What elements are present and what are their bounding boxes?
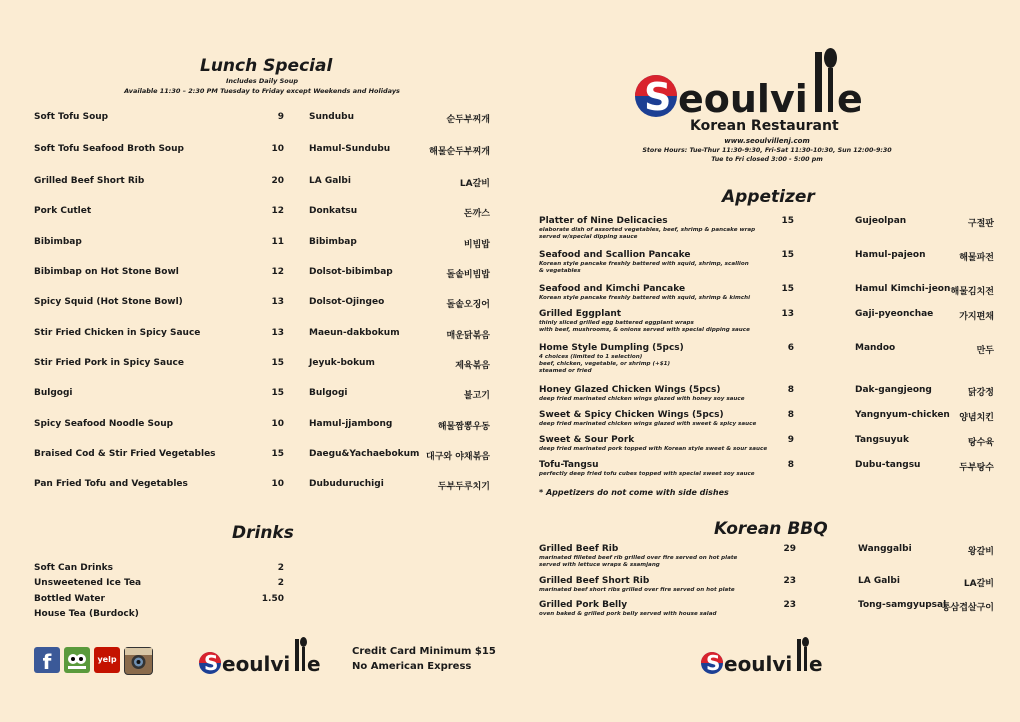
bbq-price: 23 (783, 600, 796, 610)
lunch-item-roman: Donkatsu (309, 206, 358, 216)
appetizer-desc: Korean style pancake freshly battered with squid, shrimp, scallion & vegetables (539, 261, 749, 274)
lunch-item-price: 12 (271, 267, 284, 277)
store-hours-closed: Tue to Fri closed 3:00 - 5:00 pm (711, 156, 823, 163)
lunch-item-price: 9 (277, 112, 284, 122)
lunch-item-korean: 돈까스 (463, 209, 490, 219)
lunch-item-price: 15 (271, 449, 284, 459)
appetizer-name: Platter of Nine Delicacies (539, 216, 668, 226)
instagram-icon[interactable] (124, 647, 153, 675)
appetizer-roman: Dubu-tangsu (855, 460, 921, 470)
lunch-item-korean: 제육볶음 (455, 361, 490, 371)
lunch-item-korean: 돌솥비빔밥 (446, 270, 490, 280)
appetizer-roman: Gujeolpan (855, 216, 907, 226)
svg-text:eoulvi: eoulvi (222, 652, 291, 676)
credit-card-note: Credit Card Minimum $15 (352, 646, 496, 657)
appetizer-desc: 4 choices (limited to 1 selection) beef, chicken, vegetable, or shrimp (+$1) steamed or fried (539, 354, 671, 374)
lunch-item-roman: Hamul-Sundubu (309, 144, 391, 154)
appetizer-roman: Gaji-pyeonchae (855, 309, 934, 319)
seoulville-logo (700, 633, 840, 677)
appetizer-note: * Appetizers do not come with side dishes (539, 488, 729, 497)
lunch-item-roman: LA Galbi (309, 176, 351, 186)
tripadvisor-icon[interactable] (64, 647, 90, 673)
facebook-icon[interactable]: f (34, 647, 60, 673)
appetizer-name: Home Style Dumpling (5pcs) (539, 343, 684, 353)
no-amex-note: No American Express (352, 661, 472, 672)
drink-name: House Tea (Burdock) (34, 609, 139, 619)
tripadvisor-owl-graphic (64, 647, 90, 673)
bbq-korean: LA갈비 (963, 579, 994, 589)
appetizer-roman: Hamul-pajeon (855, 250, 926, 260)
lunch-item-name: Braised Cod & Stir Fried Vegetables (34, 449, 216, 459)
bbq-roman: LA Galbi (858, 576, 900, 586)
lunch-item-korean: 돌솥오징어 (446, 300, 490, 310)
svg-text:e: e (307, 652, 321, 676)
restaurant-subtitle: Korean Restaurant (690, 118, 839, 134)
svg-text:eoulvi: eoulvi (724, 652, 793, 676)
lunch-item-name: Pork Cutlet (34, 206, 92, 216)
drink-price: 1.50 (261, 594, 284, 604)
appetizer-desc: deep fried marinated chicken wings glazed with sweet & spicy sauce (539, 421, 757, 427)
footer-logo-left (198, 633, 338, 677)
bbq-name: Grilled Beef Short Rib (539, 576, 650, 586)
appetizer-desc: elaborate dish of assorted vegetables, beef, shrimp & pancake wrap served w/special dipping sauce (539, 227, 756, 240)
drinks-title: Drinks (232, 523, 294, 543)
lunch-availability: Available 11:30 – 2:30 PM Tuesday to Friday except Weekends and Holidays (124, 87, 400, 95)
bbq-title: Korean BBQ (714, 519, 828, 539)
appetizer-price: 9 (787, 435, 794, 445)
lunch-item-korean: 매운닭볶음 (446, 331, 490, 341)
lunch-item-name: Pan Fried Tofu and Vegetables (34, 479, 188, 489)
lunch-item-name: Soft Tofu Soup (34, 112, 109, 122)
appetizer-roman: Tangsuyuk (855, 435, 909, 445)
svg-text:e: e (837, 77, 863, 120)
svg-text:S: S (644, 75, 672, 119)
appetizer-price: 15 (781, 250, 794, 260)
seoulville-logo-large (632, 42, 904, 120)
appetizer-name: Grilled Eggplant (539, 309, 622, 319)
yelp-icon[interactable]: yelp (94, 647, 120, 673)
lunch-item-price: 11 (271, 237, 284, 247)
lunch-item-korean: 대구와 야채볶음 (426, 452, 490, 462)
appetizer-korean: 해물김치전 (950, 287, 994, 297)
lunch-item-roman: Hamul-jjambong (309, 419, 393, 429)
svg-text:S: S (706, 651, 721, 675)
bbq-price: 29 (783, 544, 796, 554)
appetizer-name: Sweet & Spicy Chicken Wings (5pcs) (539, 410, 724, 420)
appetizer-name: Sweet & Sour Pork (539, 435, 635, 445)
lunch-item-korean: 두부두루치기 (437, 482, 490, 492)
appetizer-title: Appetizer (722, 187, 815, 207)
lunch-item-korean: 비빔밥 (463, 240, 490, 250)
lunch-subtitle: Includes Daily Soup (225, 77, 299, 85)
bbq-desc: marinated beef short ribs grilled over fire served on hot plate (539, 587, 735, 593)
lunch-item-name: Bibimbap on Hot Stone Bowl (34, 267, 179, 277)
appetizer-price: 8 (787, 385, 794, 395)
bbq-korean: 통삼겹살구이 (941, 603, 994, 613)
drink-name: Soft Can Drinks (34, 563, 113, 573)
appetizer-korean: 두부탕수 (959, 463, 994, 473)
lunch-item-roman: Bibimbap (309, 237, 357, 247)
lunch-item-name: Bibimbap (34, 237, 82, 247)
appetizer-name: Honey Glazed Chicken Wings (5pcs) (539, 385, 721, 395)
lunch-item-name: Soft Tofu Seafood Broth Soup (34, 144, 184, 154)
drink-name: Bottled Water (34, 594, 105, 604)
instagram-camera-graphic (125, 648, 152, 674)
lunch-item-roman: Dolsot-bibimbap (309, 267, 393, 277)
lunch-item-roman: Dolsot-Ojingeo (309, 297, 385, 307)
lunch-item-roman: Maeun-dakbokum (309, 328, 400, 338)
appetizer-price: 6 (787, 343, 794, 353)
lunch-item-price: 13 (271, 328, 284, 338)
appetizer-name: Seafood and Kimchi Pancake (539, 284, 686, 294)
drink-price: 2 (277, 578, 284, 588)
header-logo (632, 42, 904, 120)
appetizer-desc: deep fried marinated pork topped with Korean style sweet & sour sauce (539, 446, 768, 452)
lunch-item-price: 20 (271, 176, 284, 186)
appetizer-korean: 양념치킨 (959, 413, 994, 423)
appetizer-korean: 구절판 (967, 219, 994, 229)
appetizer-desc: perfectly deep fried tofu cubes topped with special sweet soy sauce (539, 471, 755, 477)
appetizer-price: 13 (781, 309, 794, 319)
lunch-special-title: Lunch Special (200, 56, 333, 76)
appetizer-korean: 해물파전 (959, 253, 994, 263)
lunch-item-name: Grilled Beef Short Rib (34, 176, 145, 186)
bbq-desc: oven baked & grilled pork belly served with house salad (539, 611, 717, 617)
website: www.seoulvillenj.com (724, 137, 810, 145)
appetizer-roman: Hamul Kimchi-jeon (855, 284, 951, 294)
lunch-item-name: Spicy Seafood Noodle Soup (34, 419, 174, 429)
bbq-roman: Wanggalbi (858, 544, 912, 554)
footer-logo-right (700, 633, 840, 677)
appetizer-price: 15 (781, 216, 794, 226)
lunch-item-korean: 순두부찌개 (446, 115, 490, 125)
seoulville-logo (198, 633, 338, 677)
svg-text:eoulvi: eoulvi (678, 77, 808, 120)
appetizer-desc: thinly sliced grilled egg battered eggplant wraps with beef, mushrooms, & onions served with special dipping sauce (539, 320, 750, 333)
appetizer-korean: 닭강정 (967, 388, 994, 398)
lunch-item-price: 10 (271, 419, 284, 429)
appetizer-korean: 가지편채 (959, 312, 994, 322)
appetizer-desc: deep fried marinated chicken wings glazed with honey soy sauce (539, 396, 745, 402)
appetizer-korean: 탕수육 (967, 438, 994, 448)
bbq-korean: 왕갈비 (967, 547, 994, 557)
appetizer-name: Tofu-Tangsu (539, 460, 599, 470)
lunch-item-price: 15 (271, 358, 284, 368)
lunch-item-korean: 해물짬뽕우동 (437, 422, 490, 432)
lunch-item-korean: 불고기 (463, 391, 490, 401)
appetizer-roman: Dak-gangjeong (855, 385, 932, 395)
lunch-item-korean: LA갈비 (459, 179, 490, 189)
appetizer-name: Seafood and Scallion Pancake (539, 250, 691, 260)
bbq-price: 23 (783, 576, 796, 586)
appetizer-roman: Yangnyum-chicken (855, 410, 950, 420)
appetizer-price: 8 (787, 460, 794, 470)
svg-text:e: e (809, 652, 823, 676)
bbq-name: Grilled Beef Rib (539, 544, 619, 554)
lunch-item-price: 12 (271, 206, 284, 216)
lunch-item-roman: Dubuduruchigi (309, 479, 384, 489)
bbq-roman: Tong-samgyupsal (858, 600, 947, 610)
lunch-item-name: Stir Fried Pork in Spicy Sauce (34, 358, 184, 368)
appetizer-korean: 만두 (976, 346, 994, 356)
lunch-item-price: 13 (271, 297, 284, 307)
lunch-item-roman: Bulgogi (309, 388, 348, 398)
bbq-name: Grilled Pork Belly (539, 600, 628, 610)
lunch-item-price: 15 (271, 388, 284, 398)
lunch-item-roman: Daegu&Yachaebokum (309, 449, 420, 459)
lunch-item-name: Spicy Squid (Hot Stone Bowl) (34, 297, 183, 307)
drink-price: 2 (277, 563, 284, 573)
appetizer-roman: Mandoo (855, 343, 896, 353)
store-hours: Store Hours: Tue-Thur 11:30-9:30, Fri-Sat 11:30-10:30, Sun 12:00-9:30 (642, 147, 892, 154)
appetizer-price: 15 (781, 284, 794, 294)
lunch-item-price: 10 (271, 479, 284, 489)
lunch-item-roman: Sundubu (309, 112, 354, 122)
appetizer-price: 8 (787, 410, 794, 420)
lunch-item-korean: 해물순두부찌개 (429, 147, 490, 157)
appetizer-desc: Korean style pancake freshly battered with squid, shrimp & kimchi (539, 295, 751, 301)
bbq-desc: marinated filleted beef rib grilled over fire served on hot plate served with lettuce wraps & ssamjang (539, 555, 738, 568)
lunch-item-price: 10 (271, 144, 284, 154)
drink-name: Unsweetened Ice Tea (34, 578, 142, 588)
lunch-item-name: Bulgogi (34, 388, 73, 398)
lunch-item-roman: Jeyuk-bokum (309, 358, 375, 368)
svg-text:S: S (204, 651, 219, 675)
lunch-item-name: Stir Fried Chicken in Spicy Sauce (34, 328, 201, 338)
